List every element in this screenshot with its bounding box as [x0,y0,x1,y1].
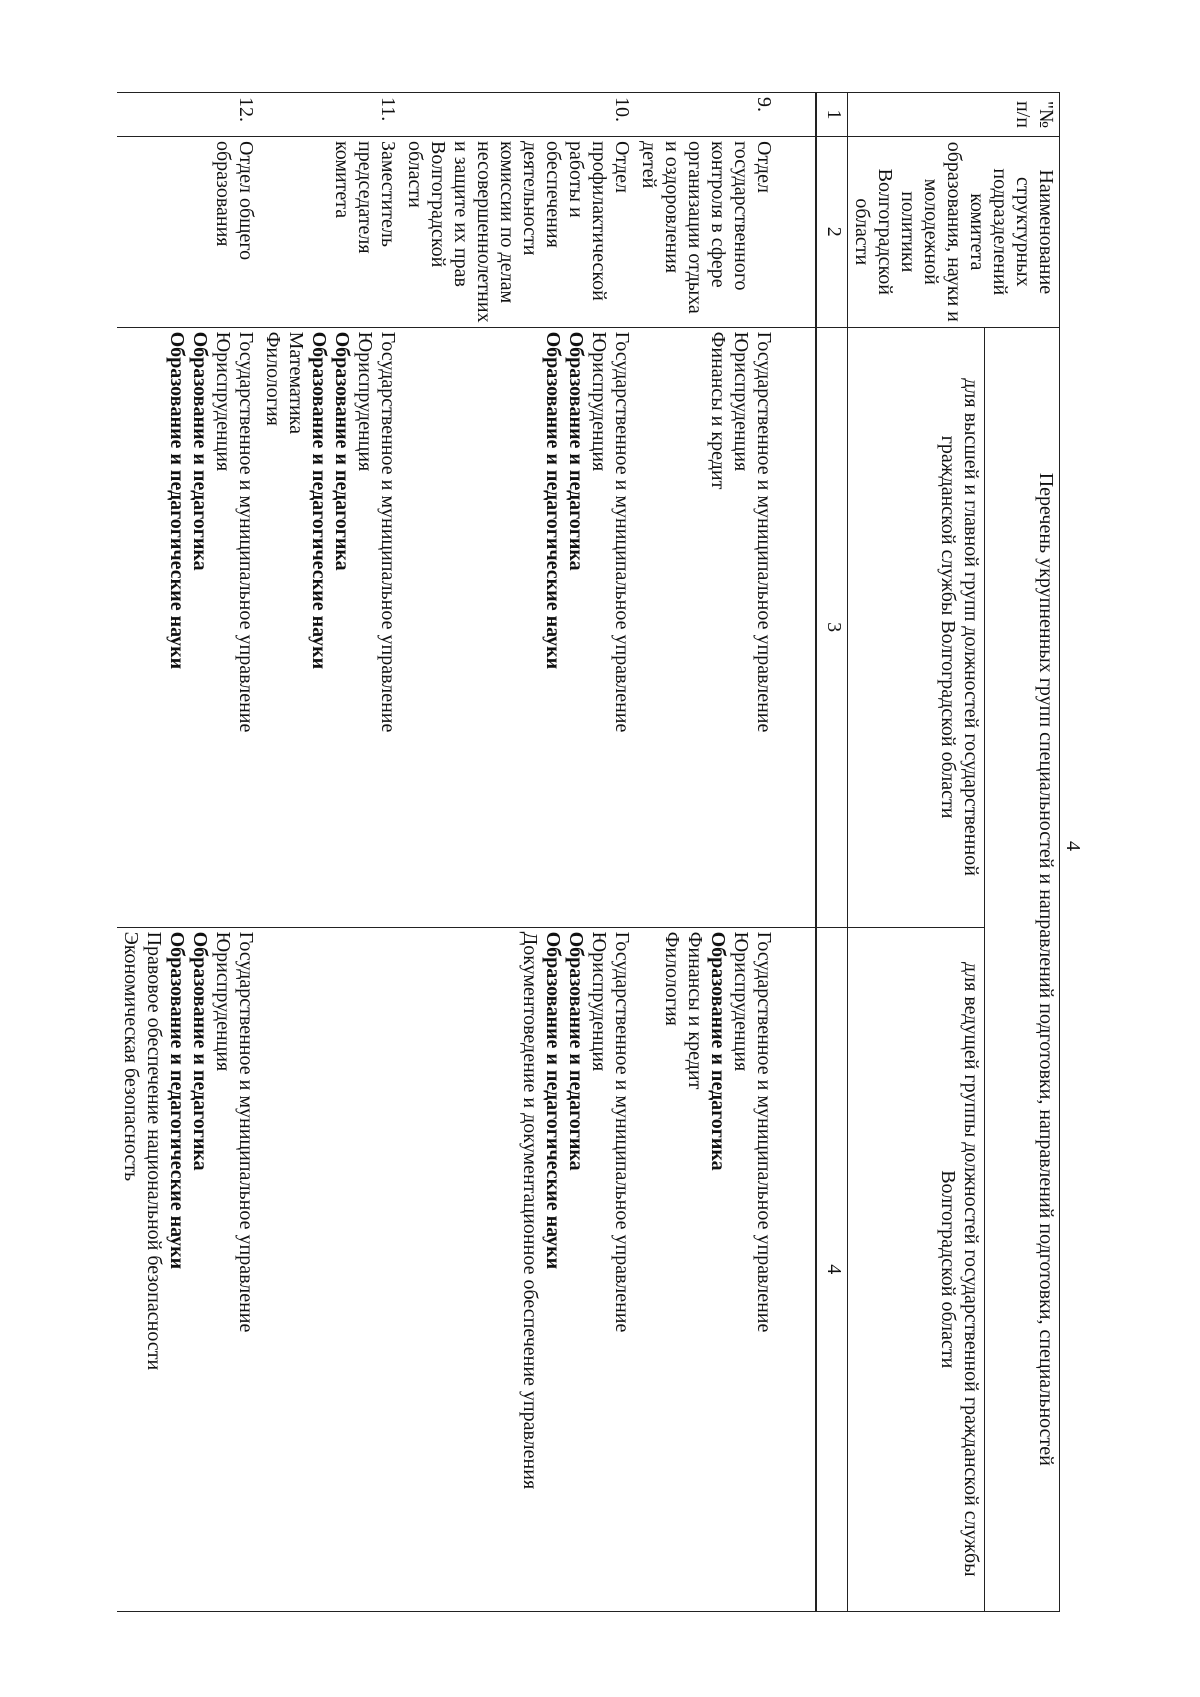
row-number: 11. [259,93,401,137]
specialty-item: Государственное и муниципальное управление [235,931,257,1333]
header-department-col: Наименование структурных подразделений комитета образования, науки и молодежной политики Волгоградской области [848,137,1060,328]
specialty-item: Документоведение и документационное обеспечение управления [519,931,541,1490]
table-row [259,93,401,1612]
table-row [635,93,816,1612]
specialty-item: Юриспруденция [730,331,752,472]
specialty-item: Образование и педагогика [189,331,211,571]
specialties-leading-group [259,927,401,1611]
specialty-item: Образование и педагогика [565,331,587,571]
table-row [117,93,259,1612]
specialties-higher-group [259,327,401,927]
column-number: 1 [816,93,848,137]
specialties-leading-group [117,927,259,1611]
specialty-item: Финансы и кредит [707,331,729,490]
header-higher-group-col: для высшей и главной групп должностей государственной гражданской службы Волгоградской области [848,327,985,927]
table-row [401,93,635,1612]
specialties-higher-group [401,327,635,927]
column-number: 3 [816,327,848,927]
specialty-item: Юриспруденция [730,931,752,1072]
specialties-table [117,92,1060,1612]
specialty-item: Образование и педагогика [707,931,729,1171]
column-number: 4 [816,927,848,1611]
header-row [984,93,1059,1612]
specialty-item: Юриспруденция [588,931,610,1072]
specialty-item: Образование и педагогика [331,331,353,571]
specialty-item: Математика [285,331,307,434]
specialty-item: Филология [262,331,284,426]
specialty-item: Государственное и муниципальное управление [753,931,775,1333]
specialty-item: Образование и педагогика [565,931,587,1171]
specialty-item: Государственное и муниципальное управление [235,331,257,733]
column-numbers-row [816,93,848,1612]
row-number: 9. [635,93,816,137]
page-number: 4 [1062,841,1084,851]
department-name: Заместитель председателя комитета [259,137,401,328]
specialty-item: Экономическая безопасность [120,931,142,1182]
specialty-item: Государственное и муниципальное управление [611,931,633,1333]
specialty-item: Образование и педагогические науки [308,331,330,670]
specialties-leading-group [635,927,816,1611]
specialties-leading-group [401,927,635,1611]
row-number: 10. [401,93,635,137]
header-leading-group-col: для ведущей группы должностей государственной гражданской службы Волгоградской области [848,927,985,1611]
header-group-title: Перечень укрупненных групп специальностей и направлений подготовки, направлений подготовки, специальностей [984,327,1059,1611]
specialty-item: Финансы и кредит [684,931,706,1090]
specialty-item: Юриспруденция [354,331,376,472]
specialty-item: Государственное и муниципальное управление [753,331,775,733]
specialty-item: Образование и педагогические науки [542,331,564,670]
rotated-landscape-page [100,66,1140,1626]
department-name: Отдел общего образования [117,137,259,328]
department-name: Отдел государственного контроля в сфере организации отдыха и оздоровления детей [635,137,816,328]
specialty-item: Образование и педагогические науки [166,931,188,1270]
specialty-item: Образование и педагогические науки [542,931,564,1270]
specialty-item: Образование и педагогика [189,931,211,1171]
department-name: Отдел профилактической работы и обеспечения деятельности комиссии по делам несовершеннолетних и защите их прав Волгоградской области [401,137,635,328]
specialty-item: Юриспруденция [212,931,234,1072]
specialty-item: Юриспруденция [588,331,610,472]
specialty-item: Государственное и муниципальное управление [611,331,633,733]
specialty-item: Юриспруденция [212,331,234,472]
specialties-higher-group [117,327,259,927]
specialty-item: Государственное и муниципальное управление [377,331,399,733]
column-number: 2 [816,137,848,328]
header-number-col: "№ п/п [848,93,1060,137]
row-number: 12. [117,93,259,137]
specialty-item: Правовое обеспечение национальной безопасности [143,931,165,1371]
specialty-item: Образование и педагогические науки [166,331,188,670]
specialties-higher-group [635,327,816,927]
specialty-item: Филология [661,931,683,1026]
